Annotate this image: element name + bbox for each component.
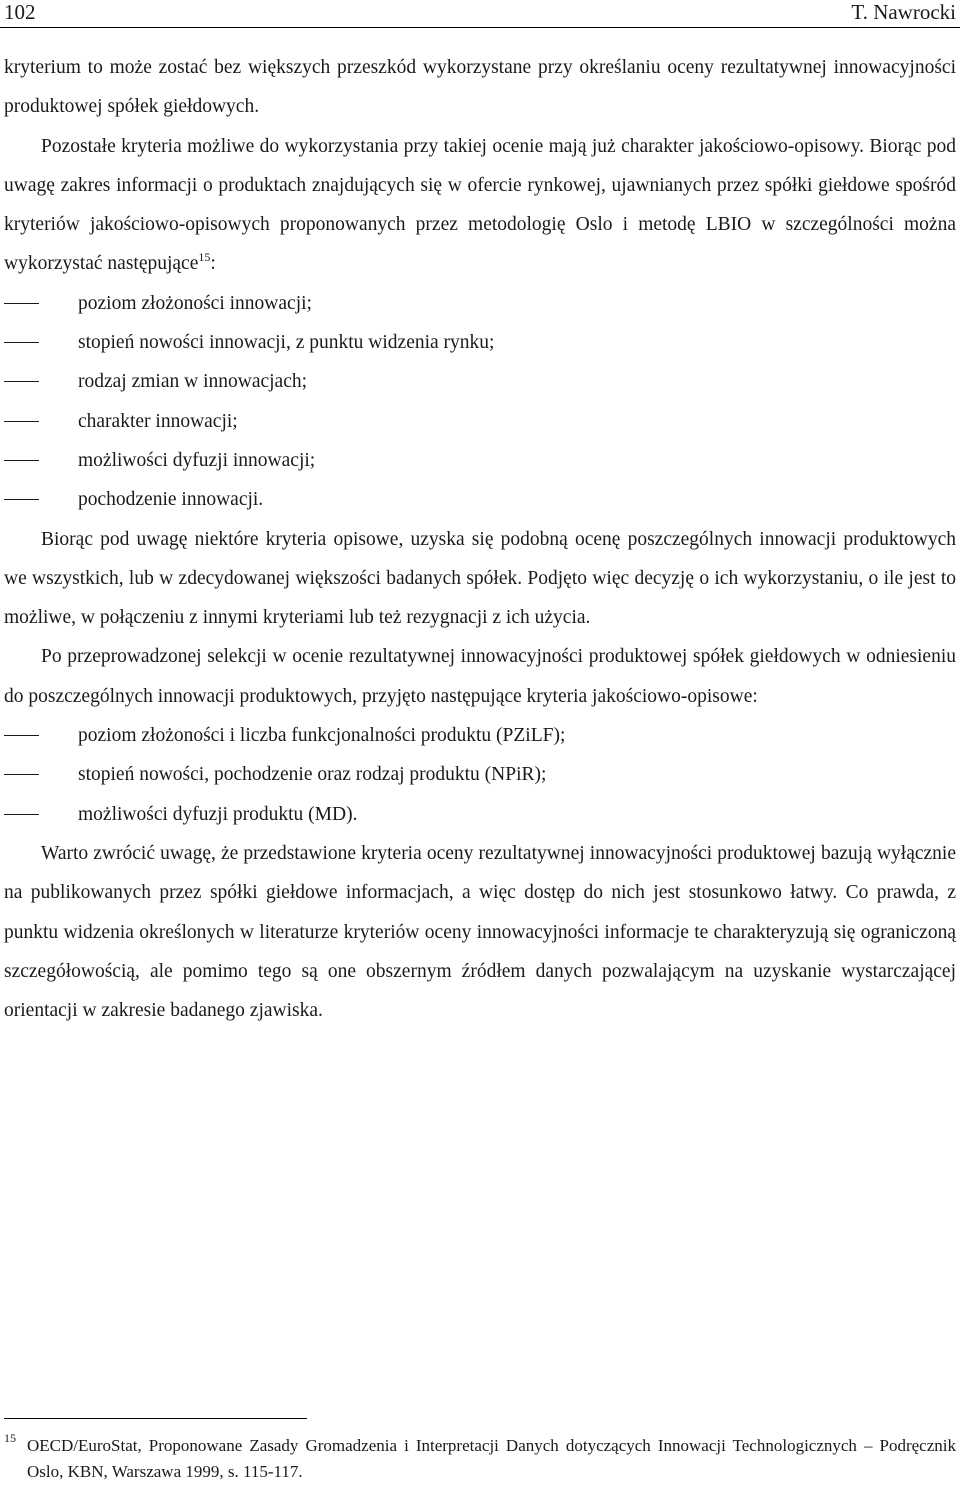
list-item-text: poziom złożoności innowacji; [78, 292, 312, 314]
list-item [4, 323, 956, 362]
dash-bullet [4, 381, 39, 382]
list-item-text: rodzaj zmian w innowacjach; [78, 371, 308, 393]
dash-bullet [4, 499, 39, 500]
list-item [4, 480, 956, 519]
dash-bullet [4, 735, 39, 736]
running-header [4, 0, 956, 28]
dash-bullet [4, 303, 39, 304]
dash-bullet [4, 342, 39, 343]
list-item [4, 755, 956, 794]
paragraph-criteria-intro-text: Pozostałe kryteria możliwe do wykorzystania przy takiej ocenie mają już charakter jakościowo-opisowy. Biorąc pod uwagę zakres informacji o produktach znajdujących się w ofercie rynkowej, ujawnianych przez spółki giełdowe spośród kryteriów jakościowo-opisowych proponowanych przez metodologię Oslo i metodę LBIO w szczególności można wykorzystać następujące [4, 135, 956, 275]
list-item-text: charakter innowacji; [78, 410, 238, 432]
page-number: 102 [4, 0, 36, 24]
body-text [4, 48, 956, 1030]
list-item [4, 362, 956, 401]
criteria-list-oslo [4, 284, 956, 520]
paragraph-colon: : [210, 253, 216, 275]
header-divider [0, 27, 960, 28]
dash-bullet [4, 421, 39, 422]
list-item-text: poziom złożoności i liczba funkcjonalności produktu (PZiLF); [78, 725, 566, 747]
list-item [4, 284, 956, 323]
list-item-text: stopień nowości innowacji, z punktu widzenia rynku; [78, 332, 495, 354]
list-item [4, 441, 956, 480]
list-item-text: możliwości dyfuzji produktu (MD). [78, 803, 358, 825]
paragraph-criteria-intro [4, 127, 956, 284]
footnote [4, 1433, 956, 1485]
footnote-reference[interactable]: 15 [198, 250, 211, 265]
list-item [4, 795, 956, 834]
paragraph-continued: kryterium to może zostać bez większych przeszkód wykorzystane przy określaniu oceny rezultatywnej innowacyjności produktowej spółek giełdowych. [4, 57, 956, 118]
paragraph-conclusion: Warto zwrócić uwagę, że przedstawione kryteria oceny rezultatywnej innowacyjności produktowej bazują wyłącznie na publikowanych przez spółki giełdowe informacjach, a więc dostęp do nich jest stosunkowo łatwy. Co prawda, z punktu widzenia określonych w literaturze kryteriów oceny innowacyjności informacje te charakteryzują się ograniczoną szczegółowością, ale pomimo tego są one obszernym źródłem danych pozwalającym na uzyskanie wystarczającej orientacji w zakresie badanego zjawiska. [4, 842, 956, 1022]
running-author: T. Nawrocki [851, 0, 956, 24]
list-item [4, 716, 956, 755]
paragraph-descriptive-criteria: Biorąc pod uwagę niektóre kryteria opisowe, uzyska się podobną ocenę poszczególnych innowacji produktowych we wszystkich, lub w zdecydowanej większości badanych spółek. Podjęto więc decyzję o ich wykorzystaniu, o ile jest to możliwe, w połączeniu z innymi kryteriami lub też rezygnacji z ich użycia. [4, 528, 956, 629]
dash-bullet [4, 814, 39, 815]
list-item-text: pochodzenie innowacji. [78, 489, 264, 511]
list-item-text: możliwości dyfuzji innowacji; [78, 449, 316, 471]
paragraph-selection: Po przeprowadzonej selekcji w ocenie rezultatywnej innowacyjności produktowej spółek giełdowych w odniesieniu do poszczególnych innowacji produktowych, przyjęto następujące kryteria jakościowo-opisowe: [4, 646, 956, 707]
dash-bullet [4, 774, 39, 775]
list-item-text: stopień nowości, pochodzenie oraz rodzaj produktu (NPiR); [78, 764, 547, 786]
criteria-list-selected [4, 716, 956, 834]
footnote-divider [4, 1418, 307, 1419]
list-item [4, 402, 956, 441]
footnote-mark: 15 [4, 1431, 16, 1445]
dash-bullet [4, 460, 39, 461]
footnote-text: OECD/EuroStat, Proponowane Zasady Gromadzenia i Interpretacji Danych dotyczących Innowacji Technologicznych – Podręcznik Oslo, KBN, Warszawa 1999, s. 115-117. [27, 1436, 956, 1481]
